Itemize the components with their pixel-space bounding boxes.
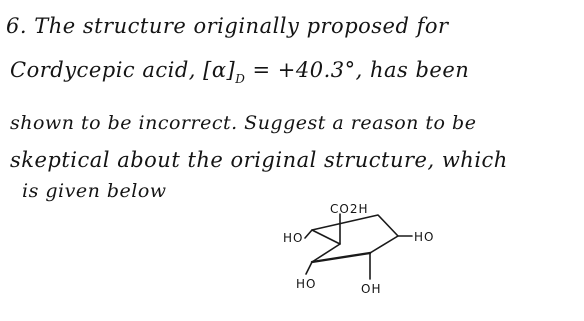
ring-front-edge bbox=[312, 253, 370, 262]
co2h-label: CO2H bbox=[330, 202, 369, 216]
bond-to-bottom-left-oh bbox=[306, 262, 312, 274]
bottom-right-hydroxyl-label: OH bbox=[361, 282, 382, 296]
line-2-suffix: = +40.3°, has been bbox=[245, 58, 470, 82]
question-line-3: shown to be incorrect. Suggest a reason to be bbox=[10, 112, 477, 134]
question-line-1: 6. The structure originally proposed for bbox=[6, 14, 449, 38]
bond-to-left-oh bbox=[305, 230, 312, 238]
left-hydroxyl-label: HO bbox=[283, 231, 304, 245]
question-line-5: is given below bbox=[22, 180, 167, 202]
question-line-4: skeptical about the original structure, which bbox=[10, 148, 508, 172]
line-2-prefix: Cordycepic acid, [α] bbox=[10, 58, 236, 82]
right-hydroxyl-label: HO bbox=[414, 230, 435, 244]
bottom-left-hydroxyl-label: HO bbox=[296, 277, 317, 291]
line-2-subscript: D bbox=[235, 72, 246, 86]
